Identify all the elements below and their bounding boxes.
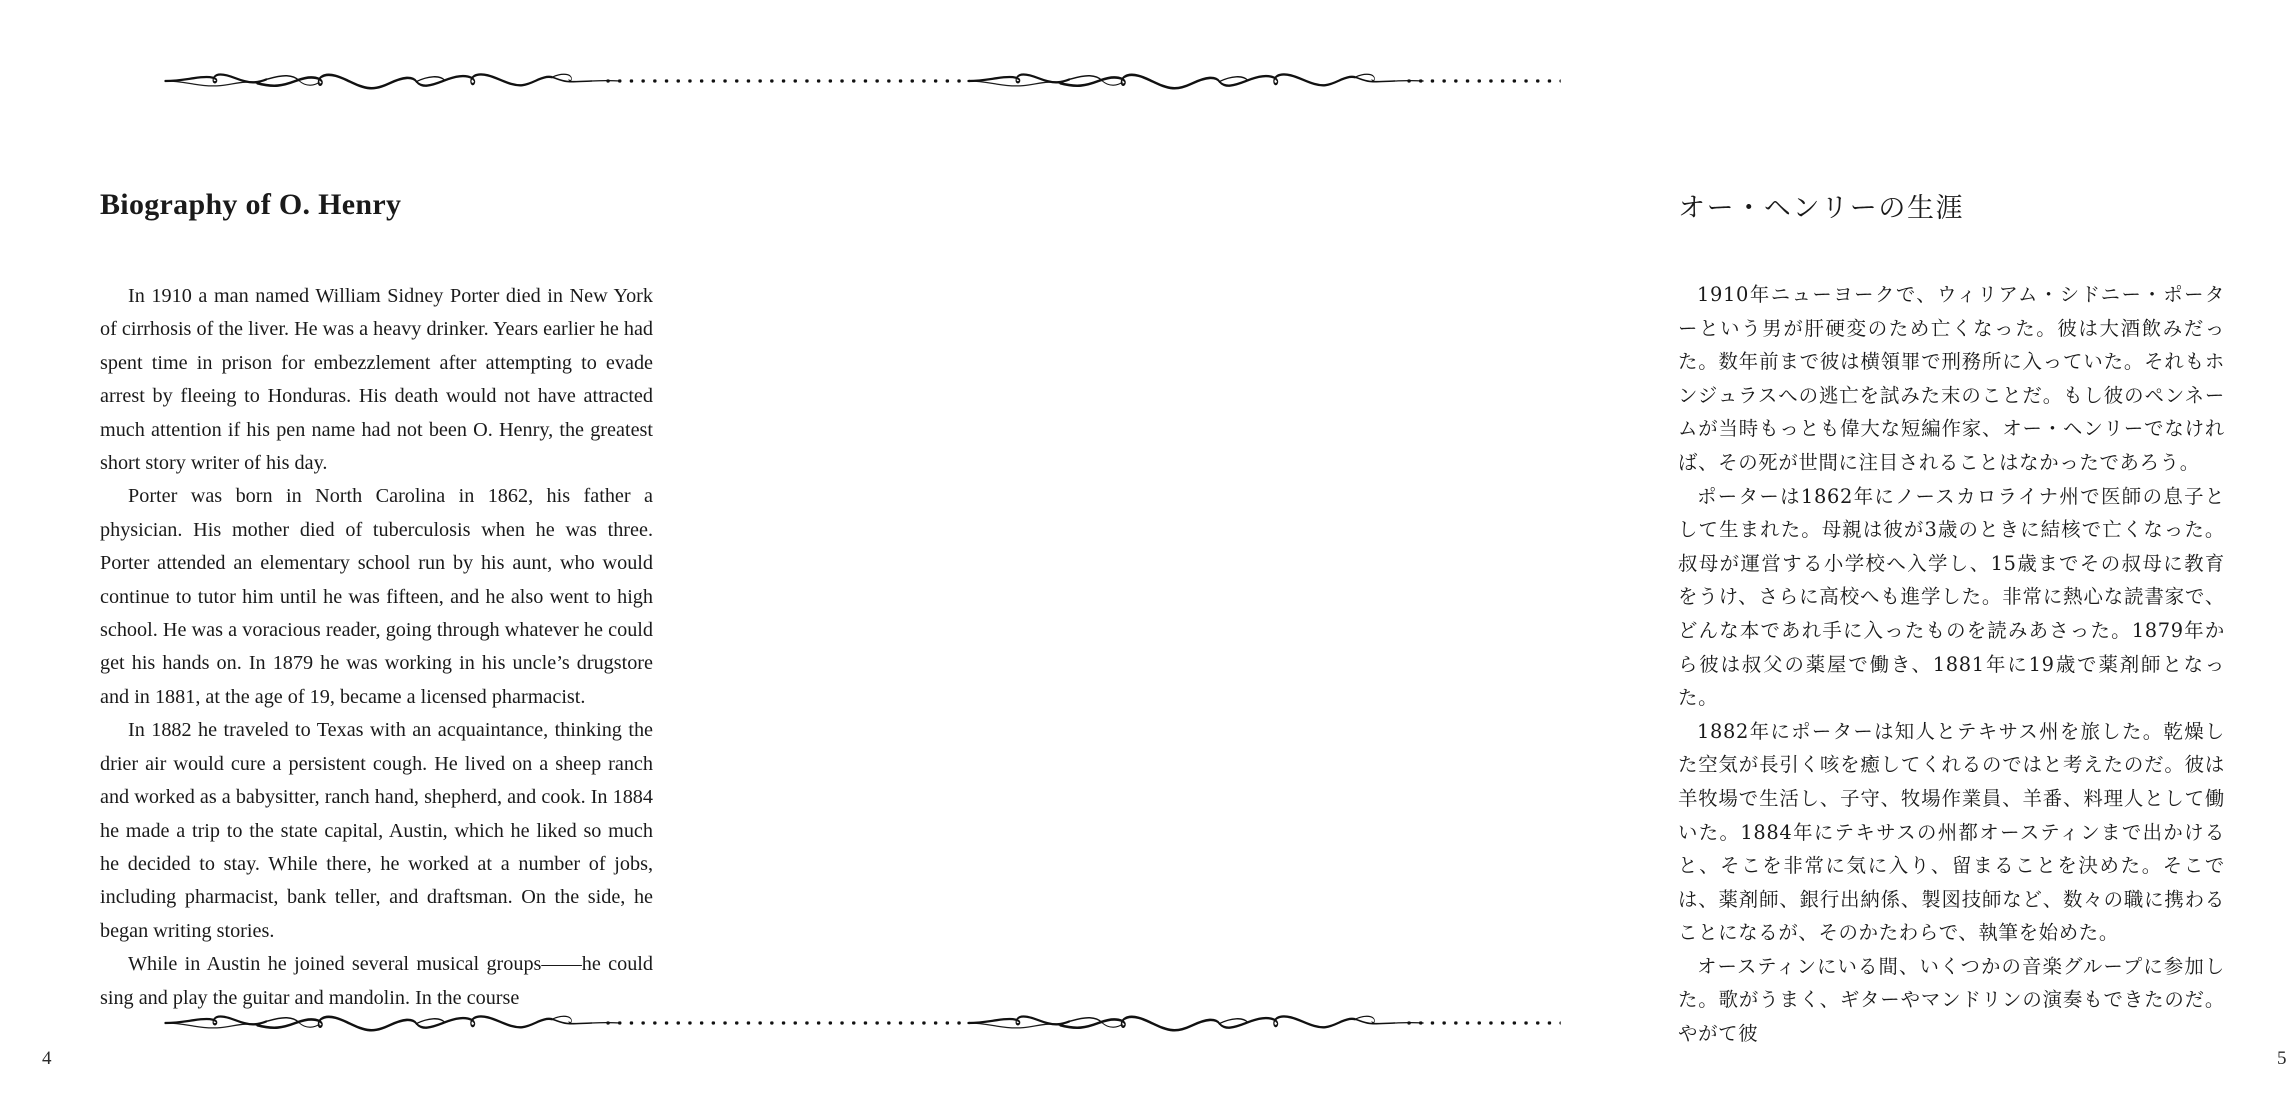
paragraph: In 1910 a man named William Sidney Porter died in New York of cirrhosis of the liver. He was a heavy drinker. Years earlier he had spent time in prison for embezzlement after attempting to evade arrest by fleeing to Honduras. His death would not have attracted much attention if his pen name had not been O. Henry, the greatest short story writer of his day. [100, 285, 653, 475]
paragraph: 1882年にポーターは知人とテキサス州を旅した。乾燥した空気が長引く咳を癒してくれるのではと考えたのだ。彼は羊牧場で生活し、子守、牧場作業員、羊番、料理人として働いた。1884年にテキサスの州都オースティンまで出かけると、そこを非常に気に入り、留まることを決めた。そこでは、薬剤師、銀行出納係、製図技師など、数々の職に携わることになるが、そのかたわらで、執筆を始めた。 [1678, 719, 2225, 945]
paragraph: In 1882 he traveled to Texas with an acquaintance, thinking the drier air would cure a persistent cough. He lived on a sheep ranch and worked as a babysitter, ranch hand, shepherd, and cook. In 1884 he made a trip to the state capital, Austin, which he liked so much he decided to stay. While there, he worked at a number of jobs, including pharmacist, bank teller, and draftsman. On the side, he began writing stories. [100, 719, 653, 942]
right-page [780, 0, 2287, 1110]
right-page-body [1678, 278, 2225, 1051]
paragraph: オースティンにいる間、いくつかの音楽グループに参加した。歌がうまく、ギターやマンドリンの演奏もできたのだ。やがて彼 [1678, 954, 2225, 1046]
paragraph: While in Austin he joined several musical groups——he could sing and play the guitar and mandolin. In the course [100, 953, 653, 1009]
ornament-right-flourish [968, 1016, 1423, 1030]
page-number: 5 [2277, 1048, 2287, 1069]
paragraph: 1910年ニューヨークで、ウィリアム・シドニー・ポーターという男が肝硬変のため亡くなった。彼は大酒飲みだった。数年前まで彼は横領罪で刑務所に入っていた。それもホンジュラスへの逃亡を試みた末のことだ。もし彼のペンネームが当時もっとも偉大な短編作家、オー・ヘンリーでなければ、その死が世間に注目されることはなかったであろう。 [1678, 283, 2225, 474]
paragraph: ポーターは1862年にノースカロライナ州で医師の息子として生まれた。母親は彼が3歳のときに結核で亡くなった。叔母が運営する小学校へ入学し、15歳までその叔母に教育をうけ、さらに高校へも進学した。非常に熱心な読書家で、どんな本であれ手に入ったものを読みあさった。1879年から彼は叔父の薬屋で働き、1881年に19歳で薬剤師となった。 [1678, 484, 2225, 710]
flourish-divider-svg [0, 1000, 1559, 1046]
bottom-ornament-divider [0, 1000, 1559, 1046]
paragraph: Porter was born in North Carolina in 1862, his father a physician. His mother died of tuberculosis when he was three. Porter attended an elementary school run by his aunt, who would continue to tutor him until he was fifteen, and he also went to high school. He was a voracious reader, going through whatever he could get his hands on. In 1879 he was working in his uncle’s drugstore and in 1881, at the age of 19, became a licensed pharmacist. [100, 485, 653, 708]
left-page-body [100, 280, 653, 1015]
page-number: 4 [42, 1048, 52, 1069]
page-title: オー・ヘンリーの生涯 [1678, 193, 1965, 225]
ornament-left-flourish [165, 1016, 620, 1030]
left-page [0, 0, 779, 1110]
page-title: Biography of O. Henry [100, 188, 402, 222]
